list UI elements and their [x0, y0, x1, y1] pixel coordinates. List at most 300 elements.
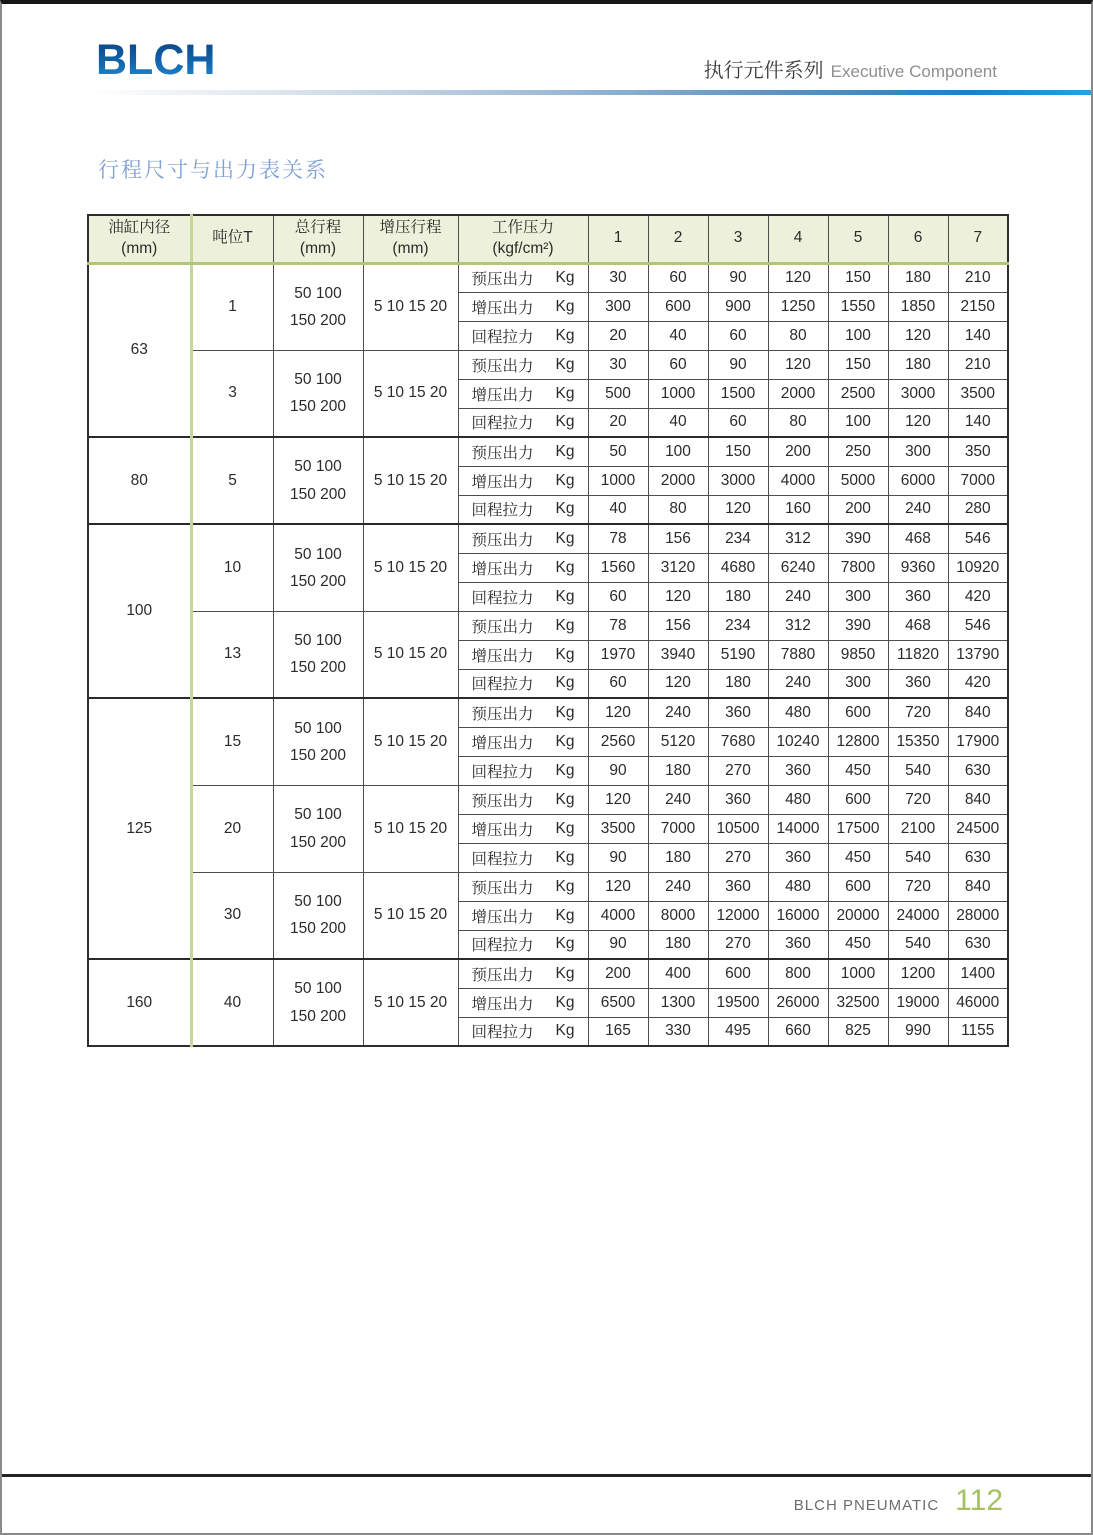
boost-stroke-cell: 5 10 15 20	[363, 437, 458, 524]
tonnage-cell: 13	[191, 611, 273, 698]
force-value-cell: 840	[948, 698, 1008, 727]
total-stroke-cell	[273, 959, 363, 1046]
force-value-cell: 280	[948, 495, 1008, 524]
table-row	[88, 611, 1008, 640]
force-value-cell: 3000	[888, 379, 948, 408]
header-pressure-level-3: 3	[708, 215, 768, 263]
stroke-line: 150 200	[289, 312, 347, 329]
stroke-line: 150 200	[289, 920, 347, 938]
force-type-cell	[458, 785, 588, 814]
force-value-cell: 800	[768, 959, 828, 988]
force-value-cell: 160	[768, 495, 828, 524]
stroke-line: 50 100	[294, 719, 342, 737]
force-value-cell: 100	[828, 408, 888, 437]
force-value-cell: 600	[828, 872, 888, 901]
header-bore-unit: (mm)	[121, 239, 158, 257]
blch-logo: BLCH	[96, 36, 216, 84]
stroke-line: 50 100	[294, 545, 342, 563]
force-value-cell: 180	[648, 930, 708, 959]
force-value-cell: 120	[888, 408, 948, 437]
force-type-cell	[458, 1017, 588, 1046]
force-value-cell: 10240	[768, 727, 828, 756]
total-stroke-cell	[273, 872, 363, 959]
force-type-label: 增压出力	[471, 995, 534, 1013]
force-value-cell: 60	[648, 263, 708, 292]
force-value-cell: 150	[828, 350, 888, 379]
force-value-cell: 180	[708, 582, 768, 611]
force-value-cell: 4000	[588, 901, 648, 930]
force-unit-label: Kg	[555, 674, 575, 692]
force-value-cell: 200	[828, 495, 888, 524]
total-stroke-cell	[273, 350, 363, 437]
header-pressure-level-2: 2	[648, 215, 708, 263]
force-type-cell	[458, 263, 588, 292]
force-value-cell: 234	[708, 524, 768, 553]
footer	[794, 1484, 1003, 1518]
header-stroke-unit: (mm)	[299, 239, 337, 257]
force-type-cell	[458, 379, 588, 408]
stroke-line: 50 100	[294, 284, 342, 302]
force-value-cell: 468	[888, 524, 948, 553]
force-value-cell: 240	[648, 785, 708, 814]
force-value-cell: 28000	[948, 901, 1008, 930]
force-value-cell: 840	[948, 872, 1008, 901]
header-pressure-label: 工作压力	[491, 218, 554, 236]
force-value-cell: 140	[948, 408, 1008, 437]
table-row	[88, 959, 1008, 988]
total-stroke-cell	[273, 524, 363, 611]
force-value-cell: 3500	[948, 379, 1008, 408]
force-value-cell: 156	[648, 611, 708, 640]
table-body	[88, 263, 1008, 1046]
force-unit-label: Kg	[555, 355, 575, 373]
header-pressure-unit: (kgf/cm²)	[492, 239, 554, 257]
force-value-cell: 450	[828, 756, 888, 785]
force-type-cell	[458, 292, 588, 321]
series-title-en: Executive Component	[830, 62, 997, 81]
force-unit-label: Kg	[555, 616, 575, 634]
tonnage-cell: 15	[191, 698, 273, 785]
force-value-cell: 390	[828, 611, 888, 640]
force-value-cell: 480	[768, 785, 828, 814]
boost-stroke-cell: 5 10 15 20	[363, 350, 458, 437]
force-type-cell	[458, 466, 588, 495]
force-type-label: 增压出力	[471, 734, 534, 752]
force-value-cell: 2100	[888, 814, 948, 843]
force-value-cell: 210	[948, 350, 1008, 379]
force-type-cell	[458, 640, 588, 669]
force-type-label: 预压出力	[471, 444, 534, 462]
force-value-cell: 1250	[768, 292, 828, 321]
force-value-cell: 180	[888, 263, 948, 292]
force-type-cell	[458, 669, 588, 698]
force-type-label: 预压出力	[471, 271, 534, 288]
force-type-label: 增压出力	[471, 647, 534, 665]
force-value-cell: 120	[588, 872, 648, 901]
force-value-cell: 78	[588, 524, 648, 553]
force-unit-label: Kg	[555, 587, 575, 605]
force-value-cell: 40	[588, 495, 648, 524]
force-value-cell: 360	[888, 582, 948, 611]
force-value-cell: 1560	[588, 553, 648, 582]
force-value-cell: 24500	[948, 814, 1008, 843]
force-value-cell: 240	[648, 872, 708, 901]
force-value-cell: 234	[708, 611, 768, 640]
force-value-cell: 6500	[588, 988, 648, 1017]
force-value-cell: 350	[948, 437, 1008, 466]
total-stroke-cell	[273, 785, 363, 872]
force-value-cell: 1500	[708, 379, 768, 408]
stroke-line: 150 200	[289, 1007, 347, 1025]
force-type-cell	[458, 582, 588, 611]
force-value-cell: 360	[708, 872, 768, 901]
force-value-cell: 50	[588, 437, 648, 466]
force-value-cell: 540	[888, 843, 948, 872]
force-value-cell: 480	[768, 872, 828, 901]
force-type-cell	[458, 843, 588, 872]
force-value-cell: 330	[648, 1017, 708, 1046]
page-number: 112	[955, 1484, 1003, 1517]
series-title-zh: 执行元件系列	[703, 60, 824, 82]
force-value-cell: 12800	[828, 727, 888, 756]
force-value-cell: 60	[708, 321, 768, 350]
force-type-label: 增压出力	[471, 299, 534, 317]
force-unit-label: Kg	[555, 848, 575, 866]
force-value-cell: 8000	[648, 901, 708, 930]
force-value-cell: 240	[768, 582, 828, 611]
force-value-cell: 120	[648, 669, 708, 698]
force-type-cell	[458, 321, 588, 350]
force-value-cell: 90	[588, 930, 648, 959]
header-tonnage	[191, 215, 273, 263]
force-value-cell: 80	[648, 495, 708, 524]
force-type-cell	[458, 553, 588, 582]
force-value-cell: 480	[768, 698, 828, 727]
tonnage-cell: 40	[191, 959, 273, 1046]
force-unit-label: Kg	[555, 413, 575, 431]
force-type-label: 增压出力	[471, 908, 534, 926]
footer-brand: BLCH PNEUMATIC	[793, 1497, 940, 1514]
force-value-cell: 840	[948, 785, 1008, 814]
force-type-cell	[458, 350, 588, 379]
stroke-line: 50 100	[294, 806, 342, 824]
force-value-cell: 300	[888, 437, 948, 466]
force-value-cell: 630	[948, 930, 1008, 959]
force-table	[87, 214, 1009, 1047]
force-value-cell: 165	[588, 1017, 648, 1046]
force-type-cell	[458, 959, 588, 988]
force-value-cell: 630	[948, 843, 1008, 872]
force-value-cell: 5190	[708, 640, 768, 669]
force-type-label: 增压出力	[471, 473, 534, 491]
total-stroke-cell	[273, 437, 363, 524]
force-value-cell: 1300	[648, 988, 708, 1017]
force-unit-label: Kg	[555, 790, 575, 808]
stroke-line: 150 200	[289, 398, 347, 416]
series-header	[704, 54, 997, 83]
force-value-cell: 180	[648, 756, 708, 785]
tonnage-cell: 5	[191, 437, 273, 524]
force-type-label: 回程拉力	[471, 589, 534, 607]
force-type-label: 增压出力	[471, 821, 534, 839]
force-value-cell: 19500	[708, 988, 768, 1017]
force-unit-label: Kg	[555, 384, 575, 402]
stroke-line: 150 200	[289, 572, 347, 590]
force-value-cell: 19000	[888, 988, 948, 1017]
force-value-cell: 240	[768, 669, 828, 698]
force-value-cell: 20	[588, 408, 648, 437]
bore-cell: 125	[88, 698, 191, 959]
force-value-cell: 600	[828, 785, 888, 814]
force-value-cell: 156	[648, 524, 708, 553]
force-type-label: 回程拉力	[471, 937, 534, 955]
force-value-cell: 400	[648, 959, 708, 988]
bore-cell: 63	[88, 263, 191, 437]
force-value-cell: 7000	[648, 814, 708, 843]
force-value-cell: 5000	[828, 466, 888, 495]
force-value-cell: 546	[948, 611, 1008, 640]
force-unit-label: Kg	[555, 935, 575, 953]
force-value-cell: 495	[708, 1017, 768, 1046]
force-value-cell: 7800	[828, 553, 888, 582]
force-value-cell: 450	[828, 843, 888, 872]
force-value-cell: 26000	[768, 988, 828, 1017]
force-value-cell: 360	[768, 930, 828, 959]
force-value-cell: 4000	[768, 466, 828, 495]
force-value-cell: 300	[828, 582, 888, 611]
force-value-cell: 240	[888, 495, 948, 524]
force-type-label: 增压出力	[471, 560, 534, 578]
force-value-cell: 1000	[648, 379, 708, 408]
table-row	[88, 263, 1008, 292]
header-working-pressure	[458, 215, 588, 263]
force-value-cell: 32500	[828, 988, 888, 1017]
force-value-cell: 3940	[648, 640, 708, 669]
force-value-cell: 180	[708, 669, 768, 698]
force-value-cell: 100	[828, 321, 888, 350]
stroke-line: 50 100	[294, 980, 342, 998]
force-value-cell: 540	[888, 756, 948, 785]
force-table-container	[87, 214, 1009, 1047]
force-value-cell: 150	[828, 263, 888, 292]
force-value-cell: 450	[828, 930, 888, 959]
force-value-cell: 90	[588, 843, 648, 872]
bore-cell: 100	[88, 524, 191, 698]
force-type-label: 预压出力	[471, 531, 534, 549]
force-value-cell: 30	[588, 263, 648, 292]
header-boost-unit: (mm)	[392, 239, 429, 257]
table-row	[88, 350, 1008, 379]
force-value-cell: 120	[768, 350, 828, 379]
boost-stroke-cell: 5 10 15 20	[363, 959, 458, 1046]
force-type-label: 预压出力	[471, 705, 534, 723]
header-gradient-rule	[87, 90, 1091, 95]
force-value-cell: 120	[768, 263, 828, 292]
force-value-cell: 720	[888, 785, 948, 814]
force-type-label: 预压出力	[471, 357, 534, 375]
tonnage-cell: 20	[191, 785, 273, 872]
force-unit-label: Kg	[555, 906, 575, 924]
header-stroke-label: 总行程	[294, 218, 342, 236]
force-value-cell: 420	[948, 582, 1008, 611]
force-value-cell: 15350	[888, 727, 948, 756]
force-type-cell	[458, 408, 588, 437]
force-value-cell: 6000	[888, 466, 948, 495]
tonnage-cell: 30	[191, 872, 273, 959]
header-pressure-level-6: 6	[888, 215, 948, 263]
force-value-cell: 250	[828, 437, 888, 466]
force-value-cell: 360	[708, 698, 768, 727]
force-value-cell: 200	[768, 437, 828, 466]
force-value-cell: 1155	[948, 1017, 1008, 1046]
force-type-cell	[458, 988, 588, 1017]
force-type-cell	[458, 524, 588, 553]
force-type-label: 回程拉力	[471, 415, 534, 433]
force-value-cell: 40	[648, 321, 708, 350]
force-value-cell: 180	[888, 350, 948, 379]
force-value-cell: 7000	[948, 466, 1008, 495]
force-value-cell: 60	[588, 582, 648, 611]
force-value-cell: 6240	[768, 553, 828, 582]
force-type-cell	[458, 872, 588, 901]
boost-stroke-cell: 5 10 15 20	[363, 872, 458, 959]
section-title: 行程尺寸与出力表关系	[98, 159, 328, 182]
force-unit-label: Kg	[555, 558, 575, 576]
boost-stroke-cell: 5 10 15 20	[363, 263, 458, 350]
force-value-cell: 200	[588, 959, 648, 988]
force-value-cell: 360	[768, 756, 828, 785]
force-value-cell: 100	[648, 437, 708, 466]
force-type-cell	[458, 930, 588, 959]
force-value-cell: 270	[708, 756, 768, 785]
header-pressure-level-4: 4	[768, 215, 828, 263]
table-row	[88, 524, 1008, 553]
force-value-cell: 60	[708, 408, 768, 437]
force-value-cell: 80	[768, 321, 828, 350]
force-value-cell: 270	[708, 930, 768, 959]
force-value-cell: 90	[708, 350, 768, 379]
force-value-cell: 420	[948, 669, 1008, 698]
force-value-cell: 20000	[828, 901, 888, 930]
force-unit-label: Kg	[555, 471, 575, 489]
force-value-cell: 17900	[948, 727, 1008, 756]
total-stroke-cell	[273, 698, 363, 785]
force-value-cell: 660	[768, 1017, 828, 1046]
force-value-cell: 90	[588, 756, 648, 785]
header-row	[88, 215, 1008, 263]
force-type-label: 预压出力	[471, 879, 534, 897]
table-row	[88, 698, 1008, 727]
stroke-line: 150 200	[289, 833, 347, 851]
force-value-cell: 540	[888, 930, 948, 959]
force-unit-label: Kg	[555, 500, 575, 518]
force-value-cell: 360	[708, 785, 768, 814]
force-value-cell: 90	[708, 263, 768, 292]
force-value-cell: 2000	[768, 379, 828, 408]
bore-cell: 80	[88, 437, 191, 524]
force-value-cell: 14000	[768, 814, 828, 843]
force-value-cell: 1550	[828, 292, 888, 321]
force-value-cell: 140	[948, 321, 1008, 350]
force-value-cell: 1850	[888, 292, 948, 321]
header-boost-stroke	[363, 215, 458, 263]
force-type-cell	[458, 698, 588, 727]
force-value-cell: 240	[648, 698, 708, 727]
bore-cell: 160	[88, 959, 191, 1046]
stroke-line: 150 200	[289, 485, 347, 503]
header-boost-label: 增压行程	[379, 218, 442, 236]
stroke-line: 50 100	[294, 632, 342, 650]
force-value-cell: 3000	[708, 466, 768, 495]
force-value-cell: 13790	[948, 640, 1008, 669]
stroke-line: 150 200	[289, 746, 347, 764]
force-value-cell: 360	[888, 669, 948, 698]
force-value-cell: 1200	[888, 959, 948, 988]
tonnage-cell: 1	[191, 263, 273, 350]
force-unit-label: Kg	[555, 819, 575, 837]
force-value-cell: 120	[888, 321, 948, 350]
force-value-cell: 60	[588, 669, 648, 698]
force-type-cell	[458, 756, 588, 785]
force-type-label: 预压出力	[471, 618, 534, 636]
header-pressure-level-7: 7	[948, 215, 1008, 263]
force-unit-label: Kg	[555, 297, 575, 315]
force-type-label: 增压出力	[471, 386, 534, 404]
force-unit-label: Kg	[555, 645, 575, 663]
force-value-cell: 9850	[828, 640, 888, 669]
force-type-label: 回程拉力	[471, 502, 534, 520]
force-value-cell: 120	[588, 698, 648, 727]
force-type-label: 预压出力	[471, 792, 534, 810]
force-value-cell: 312	[768, 611, 828, 640]
total-stroke-cell	[273, 263, 363, 350]
force-type-label: 回程拉力	[471, 763, 534, 781]
force-value-cell: 2500	[828, 379, 888, 408]
force-value-cell: 720	[888, 698, 948, 727]
header-pressure-level-5: 5	[828, 215, 888, 263]
force-value-cell: 7880	[768, 640, 828, 669]
force-unit-label: Kg	[555, 326, 575, 344]
force-unit-label: Kg	[555, 269, 575, 286]
force-value-cell: 2150	[948, 292, 1008, 321]
force-value-cell: 120	[588, 785, 648, 814]
header-pressure-level-1: 1	[588, 215, 648, 263]
force-value-cell: 9360	[888, 553, 948, 582]
force-value-cell: 360	[768, 843, 828, 872]
force-value-cell: 990	[888, 1017, 948, 1046]
force-value-cell: 300	[828, 669, 888, 698]
force-value-cell: 60	[648, 350, 708, 379]
header-tonnage-label: 吨位T	[212, 229, 253, 247]
force-type-label: 回程拉力	[471, 676, 534, 694]
stroke-line: 50 100	[294, 458, 342, 476]
force-value-cell: 630	[948, 756, 1008, 785]
force-unit-label: Kg	[555, 703, 575, 721]
force-value-cell: 270	[708, 843, 768, 872]
force-value-cell: 5120	[648, 727, 708, 756]
force-value-cell: 468	[888, 611, 948, 640]
tonnage-cell: 3	[191, 350, 273, 437]
force-value-cell: 2000	[648, 466, 708, 495]
force-value-cell: 546	[948, 524, 1008, 553]
force-value-cell: 600	[708, 959, 768, 988]
force-value-cell: 16000	[768, 901, 828, 930]
force-type-cell	[458, 437, 588, 466]
force-unit-label: Kg	[555, 964, 575, 982]
header-total-stroke	[273, 215, 363, 263]
stroke-line: 150 200	[289, 659, 347, 677]
table-row	[88, 437, 1008, 466]
